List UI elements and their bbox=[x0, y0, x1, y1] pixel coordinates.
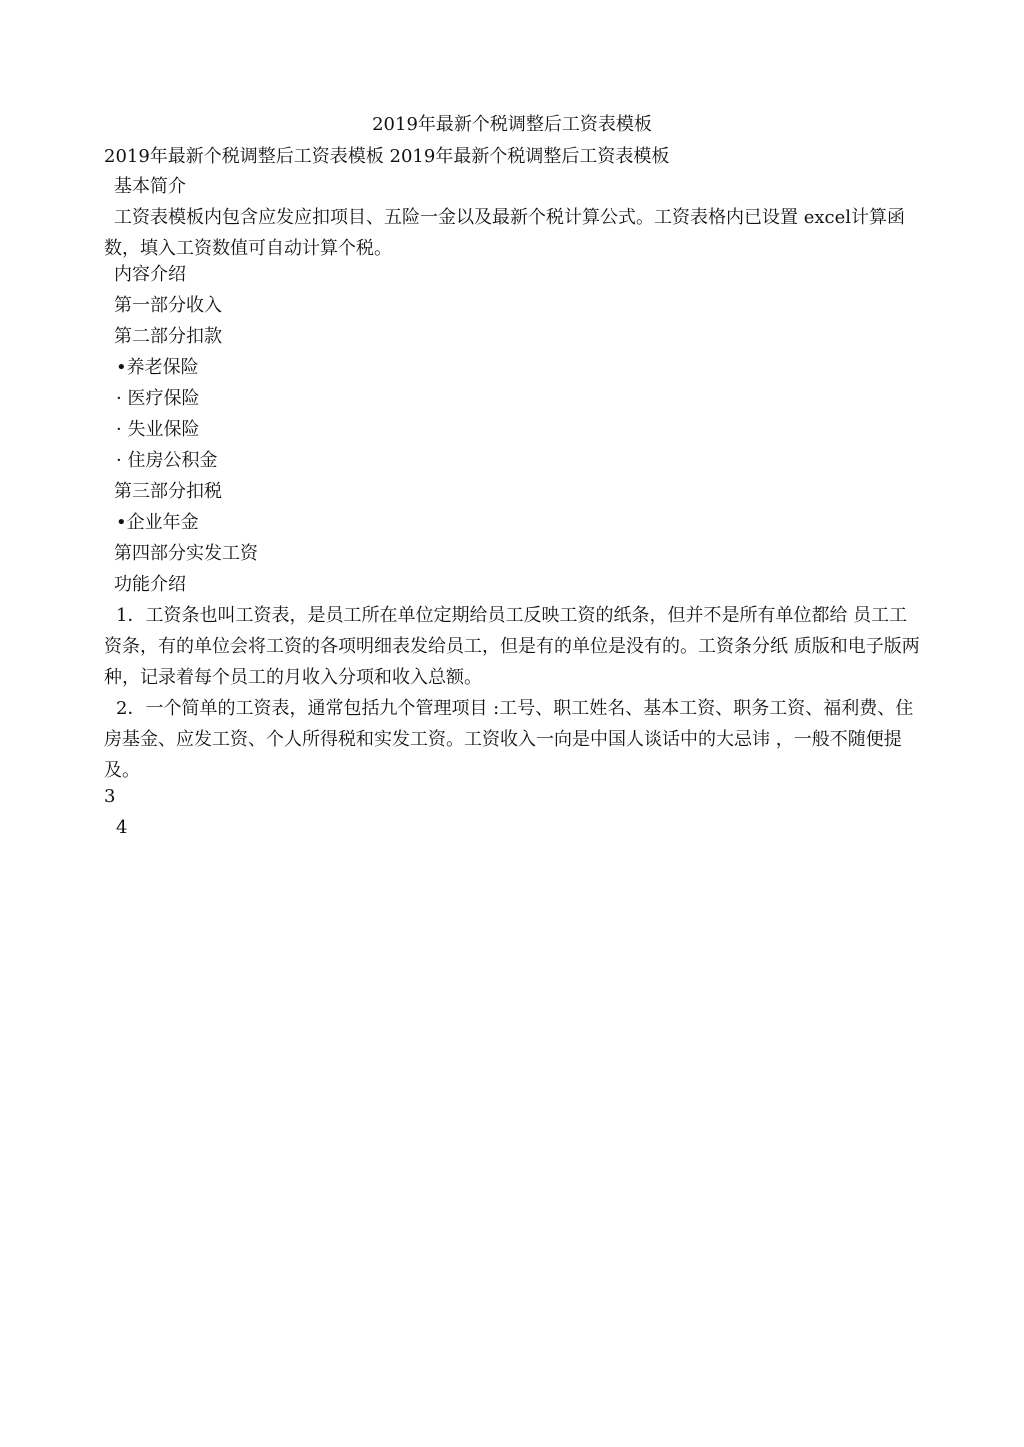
document-subtitle: 2019年最新个税调整后工资表模板 2019年最新个税调整后工资表模板 bbox=[104, 146, 670, 167]
intro-heading: 基本简介 bbox=[114, 176, 186, 197]
part-one: 第一部分收入 bbox=[114, 295, 222, 316]
number-four: 4 bbox=[116, 817, 128, 838]
part-four: 第四部分实发工资 bbox=[114, 543, 258, 564]
intro-paragraph: 工资表模板内包含应发应扣项目、五险一金以及最新个税计算公式。工资表格内已设置 excel计算函数，填入工资数值可自动计算个税。 bbox=[104, 207, 906, 259]
part-three: 第三部分扣税 bbox=[114, 481, 222, 502]
item-housing-fund: · 住房公积金 bbox=[116, 450, 218, 471]
item-pension: •养老保险 bbox=[116, 357, 199, 378]
document-title: 2019年最新个税调整后工资表模板 bbox=[372, 114, 652, 135]
item-unemployment: · 失业保险 bbox=[116, 419, 200, 440]
item-annuity: •企业年金 bbox=[116, 512, 199, 533]
part-two: 第二部分扣款 bbox=[114, 326, 222, 347]
item-medical: · 医疗保险 bbox=[116, 388, 200, 409]
function-point-1: 1．工资条也叫工资表，是员工所在单位定期给员工反映工资的纸条，但并不是所有单位都给 员工工资条，有的单位会将工资的各项明细表发给员工，但是有的单位是没有的。工资条分纸 质版和电子版两种，记录着每个员工的月收入分项和收入总额。 bbox=[104, 605, 920, 688]
content-heading: 内容介绍 bbox=[114, 264, 186, 285]
function-heading: 功能介绍 bbox=[114, 574, 186, 595]
function-point-2: 2．一个简单的工资表，通常包括九个管理项目 :工号、职工姓名、基本工资、职务工资、福利费、住房基金、应发工资、个人所得税和实发工资。工资收入一向是中国人谈话中的大忌讳 ，一般不随便提及。 bbox=[104, 698, 914, 781]
number-three: 3 bbox=[104, 786, 116, 807]
